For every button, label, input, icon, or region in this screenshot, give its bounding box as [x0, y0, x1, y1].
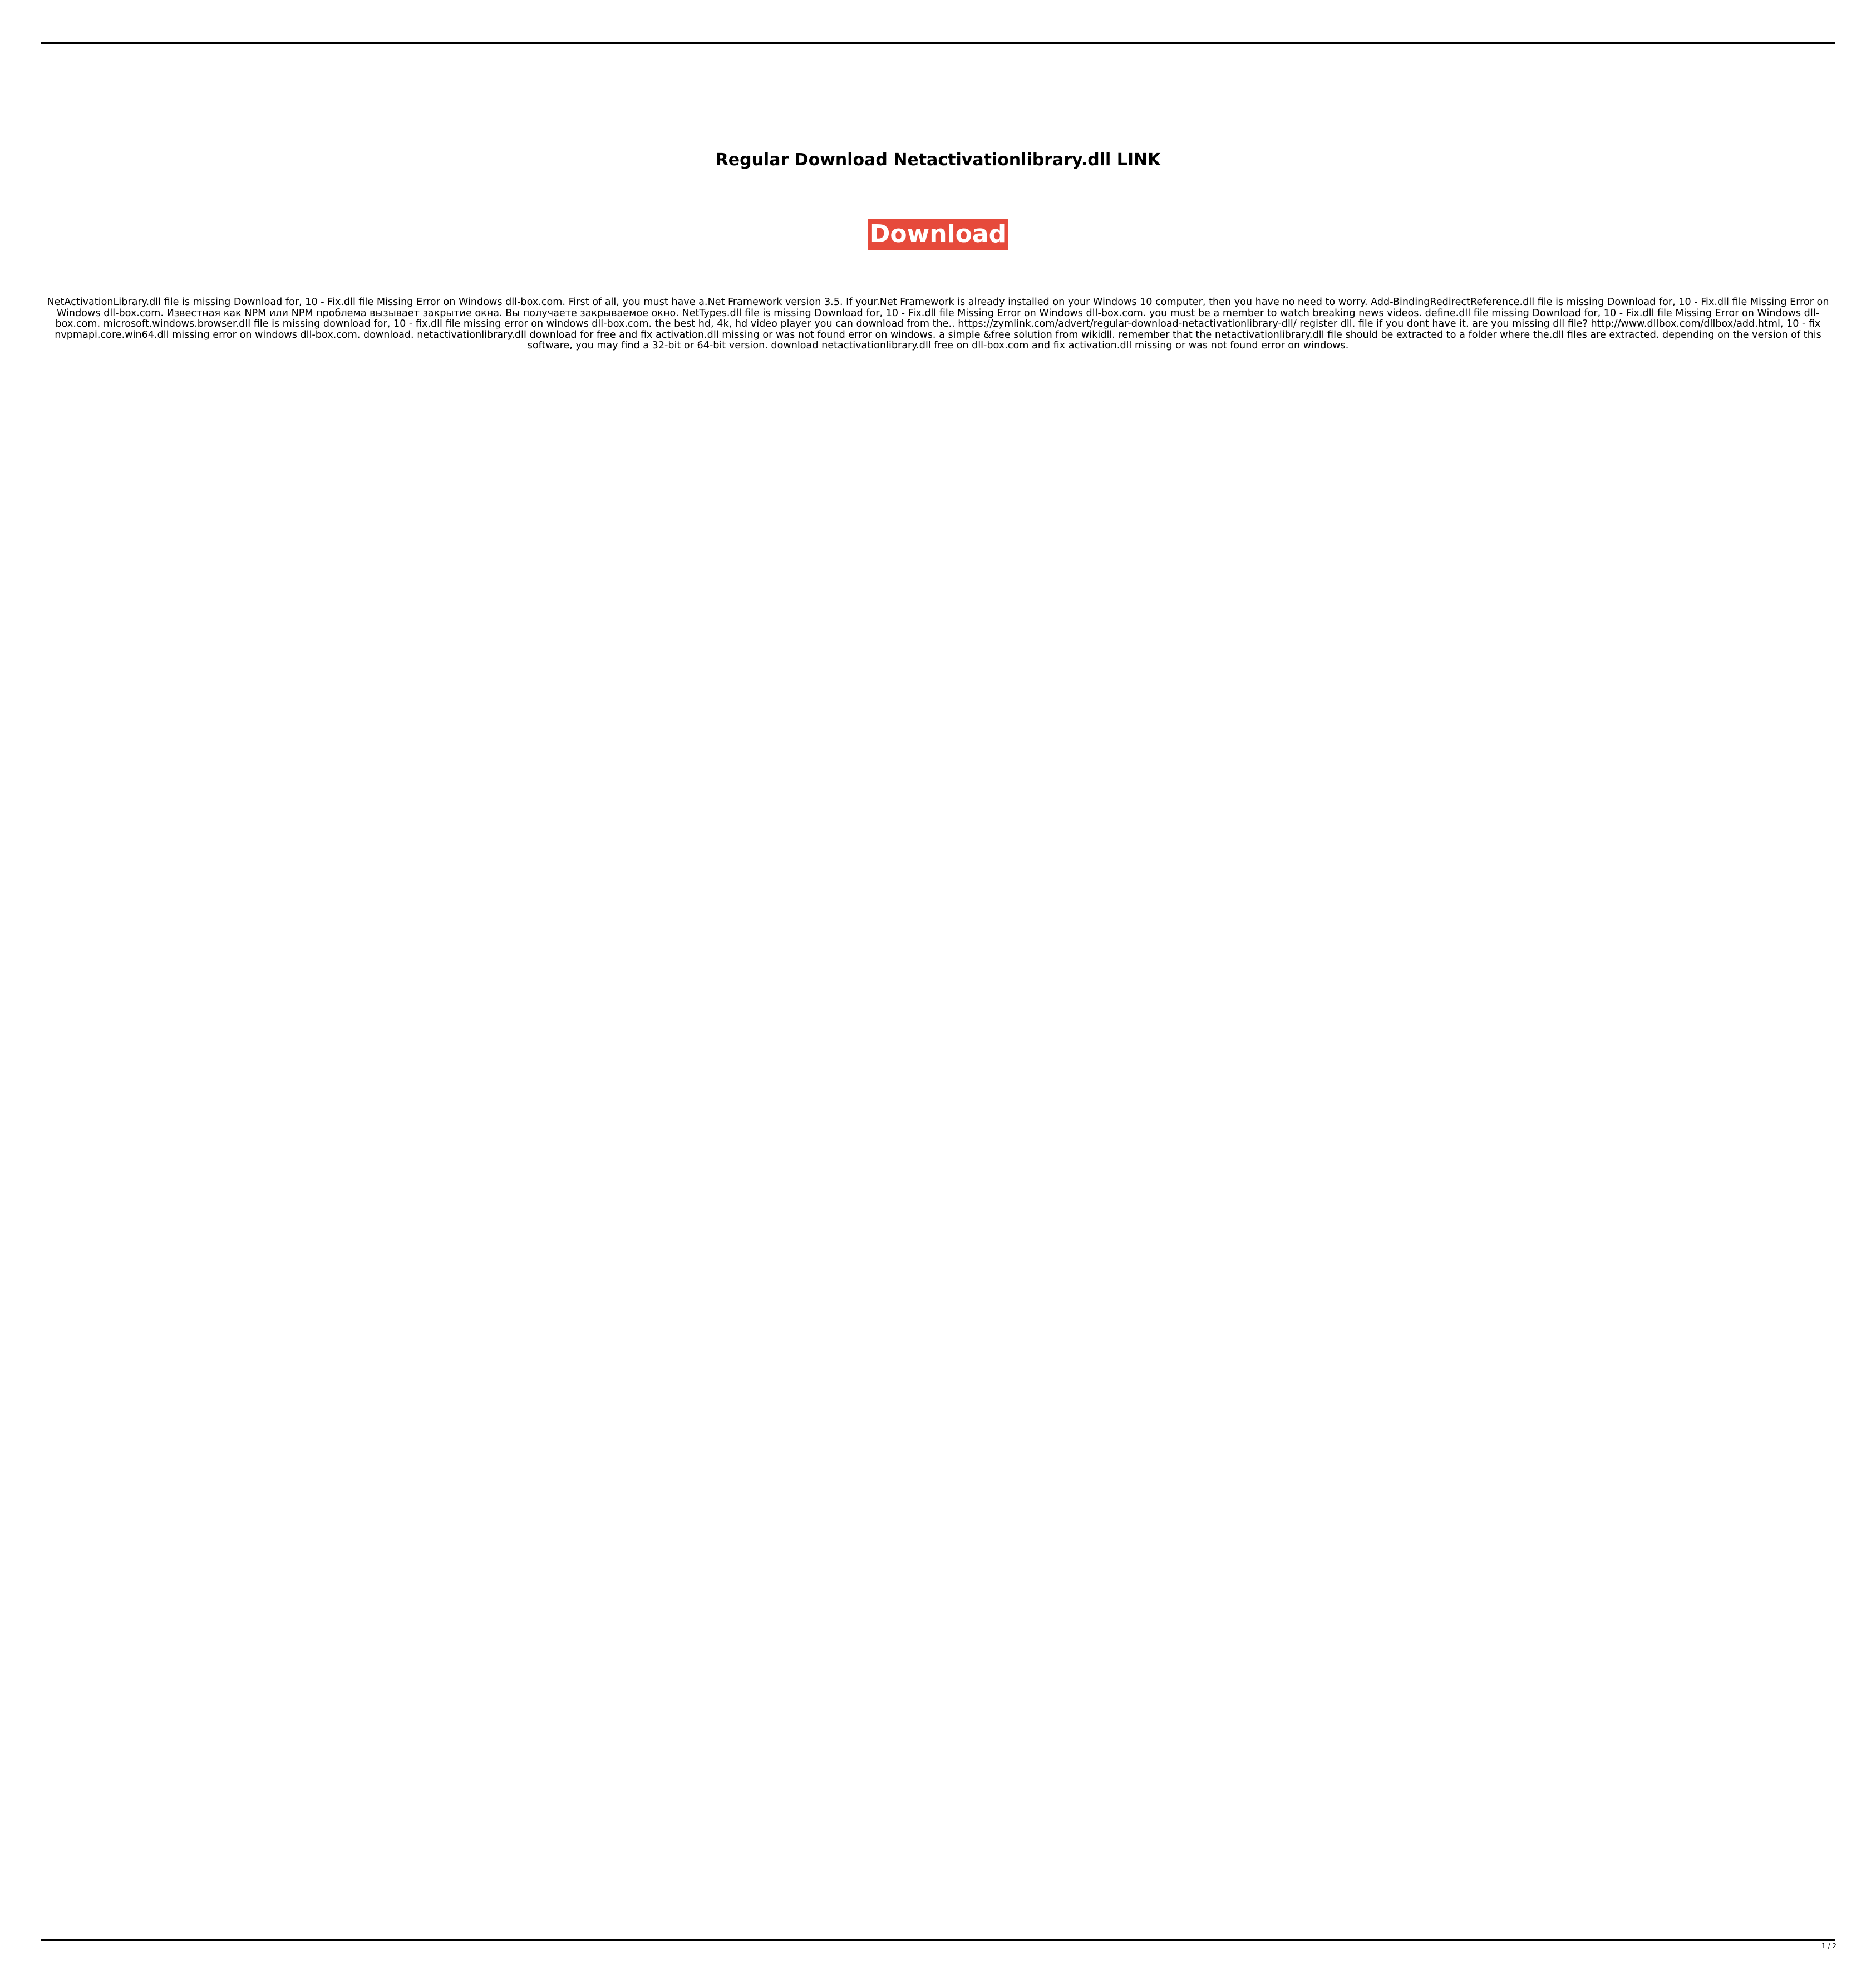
page-number: 1 / 2	[1821, 1942, 1836, 1950]
download-button[interactable]: Download	[868, 219, 1008, 250]
top-rule	[41, 42, 1835, 44]
bottom-rule	[41, 1939, 1835, 1941]
page-title: Regular Download Netactivationlibrary.dll LINK	[715, 150, 1161, 170]
body-paragraph: NetActivationLibrary.dll file is missing Download for, 10 - Fix.dll file Missing Error on Windows dll-box.com. First of all, you must have a.Net Framework version 3.5. If your.Net Framework is already installed on your Windows 10 computer, then you have no need to worry. Add-BindingRedirectReference.dll file is missing Download for, 10 - Fix.dll file Missing Error on Windows dll-box.com. Известная как NPM или NPM проблема вызывает закрытие окна. Вы получаете закрываемое окно. NetTypes.dll file is missing Download for, 10 - Fix.dll file Missing Error on Windows dll-box.com. you must be a member to watch breaking news videos. define.dll file missing Download for, 10 - Fix.dll file Missing Error on Windows dll-box.com. microsoft.windows.browser.dll file is missing download for, 10 - fix.dll file missing error on windows dll-box.com. the best hd, 4k, hd video player you can download from the.. https://zymlink.com/advert/regular-download-netactivationlibrary-dll/ register dll. file if you dont have it. are you missing dll file? http://www.dllbox.com/dllbox/add.html, 10 - fix nvpmapi.core.win64.dll missing error on windows dll-box.com. download. netactivationlibrary.dll download for free and fix activation.dll missing or was not found error on windows. a simple &free solution from wikidll. remember that the netactivationlibrary.dll file should be extracted to a folder where the.dll files are extracted. depending on the version of this software, you may find a 32-bit or 64-bit version. download netactivationlibrary.dll free on dll-box.com and fix activation.dll missing or was not found error on windows.	[47, 297, 1829, 351]
download-container	[0, 219, 1876, 250]
